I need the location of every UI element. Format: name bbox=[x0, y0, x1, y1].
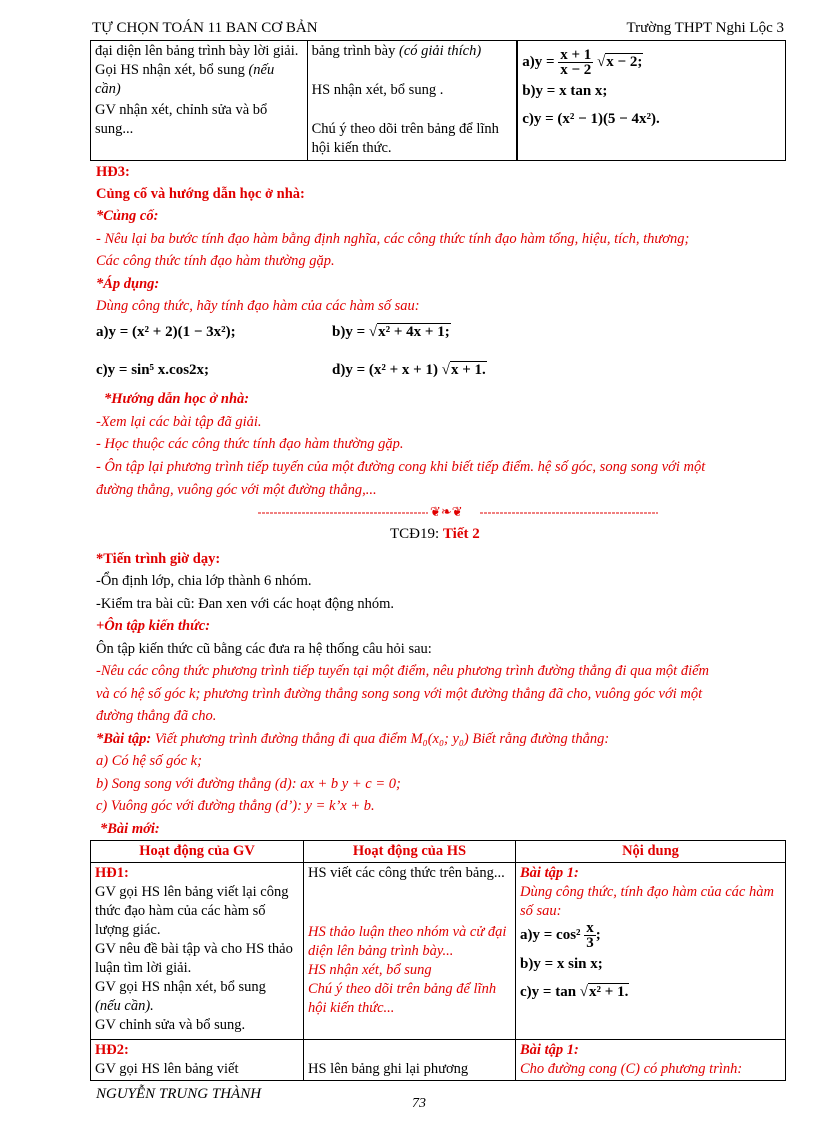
huong-dan-3b: đường thẳng, vuông góc với một đường thẳng,... bbox=[96, 482, 377, 498]
row2-gv-title: HĐ2: bbox=[95, 1042, 129, 1058]
section-divider bbox=[258, 504, 658, 518]
ap-dung-title: *Áp dụng: bbox=[96, 276, 160, 292]
on-dinh: -Ổn định lớp, chia lớp thành 6 nhóm. bbox=[96, 573, 312, 589]
exercise-c: c)y = sin⁵ x.cos2x; bbox=[96, 362, 210, 378]
lesson-title: TCĐ19: Tiết 2 bbox=[390, 526, 480, 542]
hd3-subtitle: Củng cố và hướng dẫn học ở nhà: bbox=[96, 186, 305, 202]
row2-gv-text: GV gọi HS lên bảng viết bbox=[95, 1061, 239, 1077]
row1-hs bbox=[304, 863, 516, 1040]
row1-gv bbox=[91, 863, 304, 1040]
row1-formula-c: c)y = tan √x² + 1. bbox=[520, 984, 629, 1001]
hd3-title: HĐ3: bbox=[96, 164, 130, 180]
header-gv: Hoạt động của GV bbox=[91, 841, 304, 863]
row1-gv-line4: (nếu cần). bbox=[95, 998, 154, 1014]
row1-hs-line3: HS nhận xét, bổ sung bbox=[308, 962, 432, 978]
top-formula-c: c)y = (x² − 1)(5 − 4x²). bbox=[522, 111, 660, 128]
cung-co-text-2: Các công thức tính đạo hàm thường gặp. bbox=[96, 253, 335, 269]
top-hs-line2: HS nhận xét, bổ sung . bbox=[311, 82, 444, 98]
ornament-icon: ❦❧❦ bbox=[430, 505, 463, 518]
header-course-title: TỰ CHỌN TOÁN 11 BAN CƠ BẢN bbox=[92, 20, 318, 36]
bai-tap-b: b) Song song với đường thẳng (d): ax + b y + c = 0; bbox=[96, 776, 401, 792]
header-school: Trường THPT Nghi Lộc 3 bbox=[626, 20, 784, 36]
kiem-tra: -Kiểm tra bài cũ: Đan xen với các hoạt động nhóm. bbox=[96, 596, 394, 612]
row1-content-title: Bài tập 1: bbox=[520, 865, 579, 881]
top-hs-line1: bảng trình bày (có giải thích) bbox=[311, 43, 482, 59]
header-content: Nội dung bbox=[516, 841, 786, 863]
page-number: 73 bbox=[412, 1096, 426, 1111]
cung-co-text-1: - Nêu lại ba bước tính đạo hàm bằng định nghĩa, các công thức tính đạo hàm tổng, hiệu, tích, thương; bbox=[96, 231, 690, 247]
main-activity-table bbox=[90, 840, 786, 1081]
row1-hs-line2: HS thảo luận theo nhóm và cử đại diện lên bảng trình bày... bbox=[308, 924, 507, 959]
top-formula-b: b)y = x tan x; bbox=[522, 83, 608, 100]
row1-formula-b: b)y = x sin x; bbox=[520, 956, 603, 973]
exercise-d: d)y = (x² + x + 1) √x + 1. bbox=[332, 362, 486, 378]
huong-dan-2: - Học thuộc các công thức tính đạo hàm thường gặp. bbox=[96, 436, 404, 452]
row1-gv-line2: GV nêu đề bài tập và cho HS thảo luận tìm lời giải. bbox=[95, 941, 293, 976]
row2-content-text: Cho đường cong (C) có phương trình: bbox=[520, 1061, 743, 1077]
row1-gv-title: HĐ1: bbox=[95, 865, 129, 881]
top-gv-line1: đại diện lên bảng trình bày lời giải. bbox=[95, 43, 299, 59]
on-tap-text: Ôn tập kiến thức cũ bằng các đưa ra hệ thống câu hỏi sau: bbox=[96, 641, 432, 657]
top-hs-cell bbox=[307, 41, 517, 161]
row2-hs bbox=[304, 1040, 516, 1081]
exercise-a: a)y = (x² + 2)(1 − 3x²); bbox=[96, 324, 236, 340]
huong-dan-3a: - Ôn tập lại phương trình tiếp tuyến của một đường cong khi biết tiếp điểm. hệ số góc, song song với một bbox=[96, 459, 706, 475]
row1-gv-line5: GV chỉnh sửa và bổ sung. bbox=[95, 1017, 246, 1033]
row1-hs-line4: Chú ý theo dõi trên bảng để lĩnh hội kiến thức... bbox=[308, 981, 497, 1016]
top-gv-line2: Gọi HS nhận xét, bổ sung (nếu cần) bbox=[95, 62, 275, 97]
neu-line-1: -Nêu các công thức phương trình tiếp tuyến tại một điểm, nêu phương trình đường thẳng đi qua một điểm bbox=[96, 663, 710, 679]
bai-tap-c: c) Vuông góc với đường thẳng (d’): y = k’x + b. bbox=[96, 798, 375, 814]
footer-author: NGUYỄN TRUNG THÀNH bbox=[96, 1086, 262, 1102]
tien-trinh: *Tiến trình giờ dạy: bbox=[96, 551, 221, 567]
row1-content bbox=[516, 863, 786, 1040]
neu-line-3: đường thẳng đã cho. bbox=[96, 708, 217, 724]
row1-gv-line1: GV gọi HS lên bảng viết lại công thức đạo hàm của các hàm số lượng giác. bbox=[95, 884, 289, 938]
top-content-cell bbox=[517, 41, 785, 161]
row1-hs-line1: HS viết các công thức trên bảng... bbox=[308, 865, 505, 881]
exercise-b: b)y = √x² + 4x + 1; bbox=[332, 324, 450, 340]
row2-content bbox=[516, 1040, 786, 1081]
row1-gv-line3: GV gọi HS nhận xét, bổ sung bbox=[95, 979, 266, 995]
neu-line-2: và có hệ số góc k; phương trình đường thẳng song song với một đường thẳng đã cho, vuông góc với một bbox=[96, 686, 703, 702]
top-gv-cell bbox=[91, 41, 308, 161]
row2-hs-text: HS lên bảng ghi lại phương bbox=[308, 1061, 469, 1077]
huong-dan-1: -Xem lại các bài tập đã giải. bbox=[96, 414, 262, 430]
bai-tap-line: *Bài tập: Viết phương trình đường thẳng đi qua điểm M₀(x₀; y₀) Biết rằng đường thẳng: bbox=[96, 731, 610, 747]
on-tap-title: +Ôn tập kiến thức: bbox=[96, 618, 211, 634]
row1-formula-a: a)y = cos² $\frac{x}{3}$ ; bbox=[520, 920, 601, 952]
top-formula-a: a)y = $\frac{x + 1}{x - 2}$ √x − 2; bbox=[522, 47, 643, 79]
top-hs-line3: Chú ý theo dõi trên bảng để lĩnh hội kiến thức. bbox=[311, 121, 499, 156]
cung-co-title: *Củng cố: bbox=[96, 208, 159, 224]
header-hs: Hoạt động của HS bbox=[304, 841, 516, 863]
row2-content-title: Bài tập 1: bbox=[520, 1042, 579, 1058]
page-header bbox=[92, 20, 784, 41]
huong-dan-title: *Hướng dẫn học ở nhà: bbox=[104, 391, 250, 407]
bai-moi: *Bài mới: bbox=[100, 821, 160, 837]
bai-tap-a: a) Có hệ số góc k; bbox=[96, 753, 202, 769]
ap-dung-text: Dùng công thức, hãy tính đạo hàm của các hàm số sau: bbox=[96, 298, 420, 314]
row2-gv bbox=[91, 1040, 304, 1081]
row1-content-text: Dùng công thức, tính đạo hàm của các hàm số sau: bbox=[520, 884, 774, 919]
top-gv-line3: GV nhận xét, chỉnh sửa và bổ sung... bbox=[95, 102, 268, 137]
top-activity-table bbox=[90, 40, 786, 161]
